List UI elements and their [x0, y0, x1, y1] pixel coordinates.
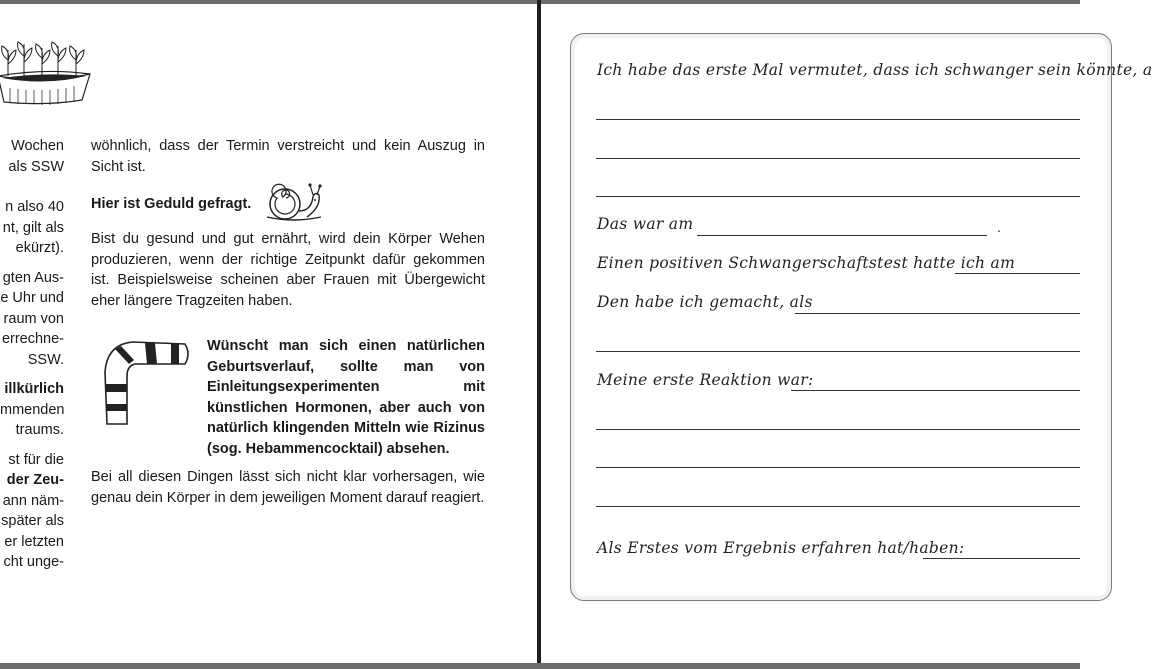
text-line: er letzten — [4, 533, 64, 550]
text-line: st für die — [8, 451, 64, 468]
col1-paragraph-5 — [0, 450, 64, 573]
text-line: e Uhr und — [0, 290, 64, 306]
write-line[interactable] — [596, 506, 1080, 507]
text-line: ann näm- — [2, 492, 64, 509]
write-line[interactable] — [596, 158, 1080, 159]
column-one-text — [0, 136, 64, 582]
write-line[interactable] — [596, 351, 1080, 352]
test-date-write-line[interactable] — [955, 273, 1080, 274]
text-line-bold: illkürlich — [4, 381, 64, 397]
boomerang-illustration — [101, 336, 193, 428]
prompt-first-suspicion: Ich habe das erste Mal vermutet, dass ich schwanger sein könnte, a — [597, 61, 1152, 79]
col1-paragraph-4 — [0, 379, 64, 441]
col1-paragraph-2 — [0, 197, 64, 259]
text-line-bold: der Zeu- — [6, 472, 64, 488]
prompt-positive-test: Einen positiven Schwangerschaftstest hatte ich am — [597, 254, 1016, 272]
text-line: als SSW — [8, 158, 64, 175]
text-line: SSW. — [27, 351, 64, 368]
bottom-border — [0, 663, 1080, 669]
text-line: raum von — [3, 310, 64, 327]
write-line[interactable] — [596, 119, 1080, 120]
text-line: errechne- — [1, 331, 64, 347]
text-line: Wochen — [11, 138, 64, 154]
write-line[interactable] — [596, 467, 1080, 468]
col1-paragraph-3 — [0, 268, 64, 371]
text-line: cht unge- — [3, 554, 64, 570]
col1-paragraph-1 — [0, 136, 64, 177]
plant-pot-illustration — [0, 38, 96, 108]
text-line: gten Aus- — [2, 269, 64, 286]
left-page — [0, 4, 537, 663]
write-line[interactable] — [596, 429, 1080, 430]
sentence-period: . — [997, 219, 1001, 235]
text-line: ekürzt). — [15, 240, 64, 256]
page-gutter — [537, 0, 541, 669]
column-two-text — [91, 136, 485, 317]
geduld-heading: Hier ist Geduld gefragt. — [91, 195, 252, 212]
prompt-date: Das war am — [597, 215, 694, 233]
text-line: n also 40 — [5, 199, 64, 215]
text-line: mmenden — [0, 401, 65, 418]
bold-recommendation: Wünscht man sich einen natürlichen Geburtsverlauf, sollte man von Einleitungsexperimenten mit künstlichen Hormonen, aber auch von natürlich klingenden Mitteln wie Rizinus (sog. Hebammencocktail) absehen. — [207, 338, 485, 457]
col2-heading-line — [91, 183, 485, 225]
closing-paragraph: Bei all diesen Dingen lässt sich nicht klar vorhersagen, wie genau dein Körper in dem jeweiligen Moment darauf reagiert. — [91, 469, 485, 506]
prompt-test-circumstance: Den habe ich gemacht, als — [597, 293, 813, 311]
write-line[interactable] — [596, 196, 1080, 197]
snail-illustration — [263, 183, 327, 225]
text-line: nt, gilt als — [2, 219, 64, 236]
prompt-first-told: Als Erstes vom Ergebnis erfahren hat/haben: — [597, 539, 965, 557]
prompt-first-reaction: Meine erste Reaktion war: — [597, 371, 814, 389]
text-line: später als — [1, 513, 64, 529]
col2-paragraph-1: wöhnlich, dass der Termin verstreicht und kein Auszug in Sicht ist. — [91, 138, 485, 175]
write-line[interactable] — [923, 558, 1080, 559]
write-line[interactable] — [791, 390, 1080, 391]
col2-paragraph-2: Bist du gesund und gut ernährt, wird dein Körper Wehen produzieren, wenn der richtige Zeitpunkt dafür gekommen ist. Beispielsweise scheinen aber Frauen mit Übergewicht eher längere Tragzeiten haben. — [91, 231, 485, 309]
date-write-line[interactable] — [697, 235, 987, 236]
text-line: traums. — [15, 422, 64, 438]
write-line[interactable] — [795, 313, 1080, 314]
